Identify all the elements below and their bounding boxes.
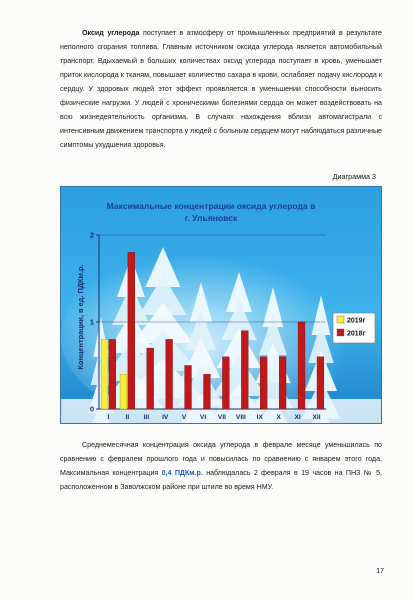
bar-2018г-III [147,348,154,409]
page-number: 17 [376,568,384,575]
bar-2018г-IX [260,357,267,409]
x-tick-label: IX [256,414,263,421]
chart-svg [61,187,381,423]
y-tick-label: 2 [89,230,94,240]
y-tick-label: 0 [89,404,94,414]
bar-2018г-II [128,252,135,409]
bar-2018г-VI [204,374,211,409]
bar-2018г-XII [317,357,324,409]
x-tick-label: V [181,414,187,421]
bar-2018г-X [279,357,286,409]
paragraph-intro-text: поступает в атмосферу от промышленных предприятий в результате неполного сгорания топлива. Главным источником оксида углерода является автомобильный транспорт. Вдыхаемый в больших количествах оксид углерода поступает в кровь, уменьшает приток кислорода к тканям, повышает количество сахара в крови, ослабляет подачу кислорода к сердцу. У здоровых людей этот эффект проявляется в уменьшении способности выносить физические нагрузки. У людей с хроническими болезнями сердца он может воздействовать на всю жизнедеятельность организма. В случаях нахождения вблизи автомагистрали с интенсивным движением транспорта у людей с больным сердцем могут наблюдаться различные симптомы ухудшения здоровья. [60,29,382,149]
x-tick-label: IV [162,414,169,421]
x-tick-label: II [125,414,130,421]
summary-text-a: Среднемесячная концентрация оксида углерода в феврале месяце уменьшилась по сравнению с февралем прошлого года и повысилась по сравнению с январем этого года. Максимальная концентрация [60,441,382,477]
x-tick-label: X [276,414,281,421]
max-concentration-value: 0,4 ПДКм.р. [161,469,203,477]
term-bold: Оксид углерода [82,29,140,37]
summary-text-b: наблюдалась 2 февраля в 19 часов на ПНЗ № 5, расположенном в Заволжском районе при штиле во время НМУ. [60,469,383,491]
legend-label: 2019г [347,317,366,325]
paragraph-summary [60,438,382,494]
co-concentration-chart [60,186,382,424]
legend-swatch [337,329,344,336]
x-tick-label: XII [312,414,321,421]
x-tick-label: VI [199,414,207,421]
x-tick-label: I [107,414,110,421]
x-tick-label: VII [217,414,226,421]
diagram-number: Диаграмма 3 [332,172,376,181]
bar-2019г-II [120,374,127,409]
x-tick-label: XI [294,414,301,421]
bar-2018г-V [185,366,192,410]
chart-legend [333,313,375,343]
x-tick-label: VIII [235,414,246,421]
bar-2018г-VIII [241,331,248,409]
chart-title-line2: г. Ульяновск [184,213,238,223]
legend-swatch [337,316,344,323]
bar-2018г-VII [222,357,229,409]
y-tick-label: 1 [89,317,94,327]
y-axis-label: Концентрации, в ед. ПДКм.р. [76,264,85,370]
bar-2019г-I [101,339,108,409]
legend-label: 2018г [347,330,366,338]
bar-2018г-I [109,339,116,409]
bar-2018г-IV [166,339,173,409]
paragraph-intro [60,26,382,152]
bar-2018г-XI [298,322,305,409]
x-tick-label: III [143,414,150,421]
chart-title-line1: Максимальные концентрации оксида углерода в [106,201,316,211]
